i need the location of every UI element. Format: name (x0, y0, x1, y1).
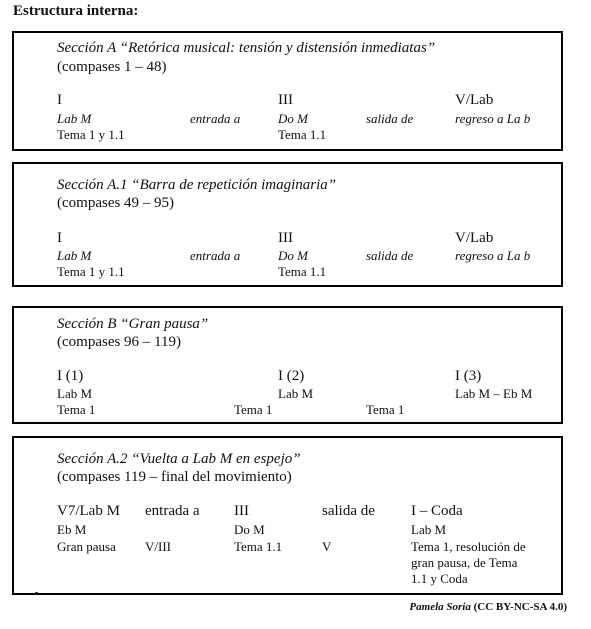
transition-2: salida de (322, 503, 375, 519)
key-2: Do M (278, 111, 308, 126)
key-1: Lab M (57, 248, 92, 263)
section-a-box (12, 31, 563, 151)
harmony-2: I (2) (278, 368, 305, 384)
key-2: Do M (278, 248, 308, 263)
section-a1-box (12, 162, 563, 287)
page-heading: Estructura interna: (13, 3, 139, 19)
section-measures: (compases 119 – final del movimiento) (57, 469, 292, 485)
harmony-1: I (57, 230, 62, 246)
theme-5-line-2: gran pausa, de Tema (411, 555, 518, 570)
key-3: regreso a La b (455, 248, 531, 263)
transition-1: entrada a (190, 248, 241, 263)
transition-2: salida de (366, 111, 414, 126)
theme-1: Tema 1 y 1.1 (57, 127, 125, 142)
section-title: Sección A.1 “Barra de repetición imaginaria” (57, 177, 337, 193)
theme-5-line-3: 1.1 y Coda (411, 571, 468, 586)
harmony-3: I (3) (455, 368, 482, 384)
section-title: Sección A “Retórica musical: tensión y distensión inmediatas” (57, 40, 436, 56)
credit-line (409, 601, 567, 613)
key-2: Do M (234, 522, 265, 537)
theme-2: Tema 1.1 (278, 264, 327, 279)
harmony-3: V/Lab (455, 230, 494, 246)
key-3: Lab M – Eb M (455, 386, 533, 401)
credit-author: Pamela Soria (409, 601, 471, 613)
section-a2-box (12, 436, 563, 595)
key-1: Lab M (57, 111, 92, 126)
harmony-2: III (278, 230, 293, 246)
harmony-3: I – Coda (411, 503, 463, 519)
transition-1: entrada a (190, 111, 241, 126)
theme-3: Tema 1 (366, 402, 405, 417)
key-3: regreso a La b (455, 111, 531, 126)
harmony-1: V7/Lab M (57, 503, 120, 519)
section-b-box (12, 306, 563, 424)
harmony-1: I (57, 92, 62, 108)
theme-4: V (322, 539, 332, 554)
section-measures: (compases 1 – 48) (57, 59, 167, 75)
theme-3: Tema 1.1 (234, 539, 283, 554)
section-title: Sección A.2 “Vuelta a Lab M en espejo” (57, 451, 301, 467)
credit-license: (CC BY-NC-SA 4.0) (473, 601, 567, 613)
key-1: Lab M (57, 386, 93, 401)
theme-1: Tema 1 (57, 402, 96, 417)
transition-1: entrada a (145, 503, 200, 519)
key-2: Lab M (278, 386, 314, 401)
harmony-3: V/Lab (455, 92, 494, 108)
harmony-2: III (278, 92, 293, 108)
harmony-1: I (1) (57, 368, 84, 384)
section-title: Sección B “Gran pausa” (57, 316, 209, 332)
key-3: Lab M (411, 522, 447, 537)
bullet-dot (35, 592, 38, 595)
section-measures: (compases 49 – 95) (57, 195, 175, 211)
theme-1: Tema 1 y 1.1 (57, 264, 125, 279)
transition-2: salida de (366, 248, 414, 263)
theme-1: Gran pausa (57, 539, 116, 554)
theme-2: Tema 1 (234, 402, 273, 417)
theme-5-line-1: Tema 1, resolución de (411, 539, 526, 554)
key-1: Eb M (57, 522, 87, 537)
harmony-2: III (234, 503, 249, 519)
theme-2: Tema 1.1 (278, 127, 327, 142)
theme-2: V/III (145, 539, 171, 554)
section-measures: (compases 96 – 119) (57, 334, 181, 350)
